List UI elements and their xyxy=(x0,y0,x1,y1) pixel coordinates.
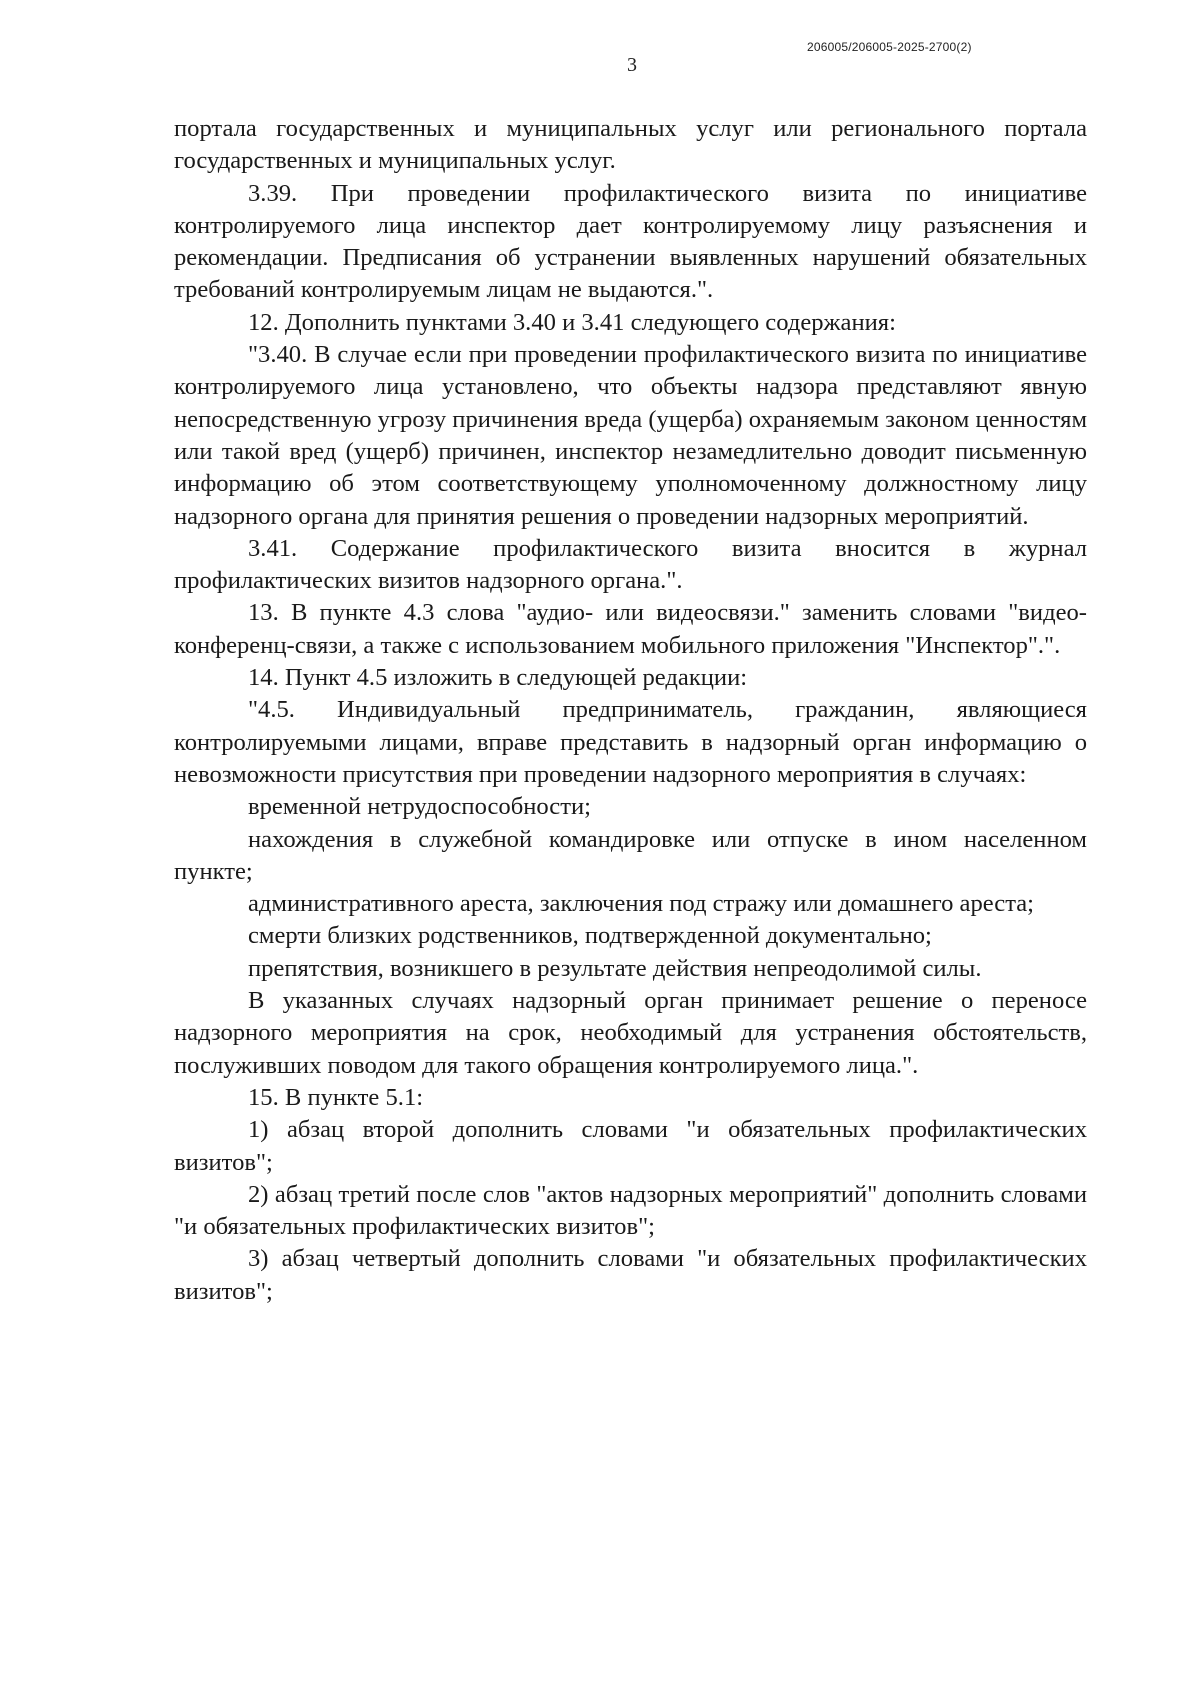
subitem-2: 2) абзац третий после слов "актов надзорных мероприятий" дополнить словами "и обязательных профилактических визитов"; xyxy=(174,1180,1087,1241)
paragraph-3-39: 3.39. При проведении профилактического визита по инициативе контролируемого лица инспектор дает контролируемому лицу разъяснения и рекомендации. Предписания об устранении выявленных нарушений обязательных требований контролируемым лицам не выдаются.". xyxy=(174,179,1087,304)
subitem-1: 1) абзац второй дополнить словами "и обязательных профилактических визитов"; xyxy=(174,1116,1087,1176)
page-number: 3 xyxy=(627,54,637,76)
document-body xyxy=(174,113,1087,1308)
subitem-3: 3) абзац четвертый дополнить словами "и обязательных профилактических визитов"; xyxy=(174,1245,1087,1305)
document-id: 206005/206005-2025-2700(2) xyxy=(807,40,972,54)
list-item-death-of-relatives: смерти близких родственников, подтвержденной документально; xyxy=(248,922,932,950)
paragraph-3-41: 3.41. Содержание профилактического визита вносится в журнал профилактических визитов надзорного органа.". xyxy=(174,534,1087,595)
paragraph-item-13: 13. В пункте 4.3 слова "аудио- или видеосвязи." заменить словами "видео-конференц-связи, а также с использованием мобильного приложения "Инспектор".". xyxy=(174,599,1087,659)
paragraph-item-12: 12. Дополнить пунктами 3.40 и 3.41 следующего содержания: xyxy=(248,308,896,336)
list-item-business-trip: нахождения в служебной командировке или отпуске в ином населенном пункте; xyxy=(174,825,1087,885)
paragraph-3-40: "3.40. В случае если при проведении профилактического визита по инициативе контролируемого лица установлено, что объекты надзора представляют явную непосредственную угрозу причинения вреда (ущерба) охраняемым законом ценностям или такой вред (ущерб) причинен, инспектор незамедлительно доводит письменную информацию об этом соответствующему уполномоченному должностному лицу надзорного органа для принятия решения о проведении надзорных мероприятий. xyxy=(174,341,1088,530)
list-item-disability: временной нетрудоспособности; xyxy=(248,793,591,821)
paragraph-postponement: В указанных случаях надзорный орган принимает решение о переносе надзорного мероприятия на срок, необходимый для устранения обстоятельств, послуживших поводом для такого обращения контролируемого лица.". xyxy=(174,987,1087,1079)
paragraph-4-5: "4.5. Индивидуальный предприниматель, гражданин, являющиеся контролируемыми лицами, вправе представить в надзорный орган информацию о невозможности присутствия при проведении надзорного мероприятия в случаях: xyxy=(174,696,1087,788)
paragraph-portal-continuation: портала государственных и муниципальных услуг или регионального портала государственных и муниципальных услуг. xyxy=(174,115,1087,175)
list-item-arrest: административного ареста, заключения под стражу или домашнего ареста; xyxy=(248,890,1035,918)
paragraph-item-15: 15. В пункте 5.1: xyxy=(248,1083,424,1111)
paragraph-item-14: 14. Пункт 4.5 изложить в следующей редакции: xyxy=(248,664,748,692)
list-item-force-majeure: препятствия, возникшего в результате действия непреодолимой силы. xyxy=(248,954,982,982)
